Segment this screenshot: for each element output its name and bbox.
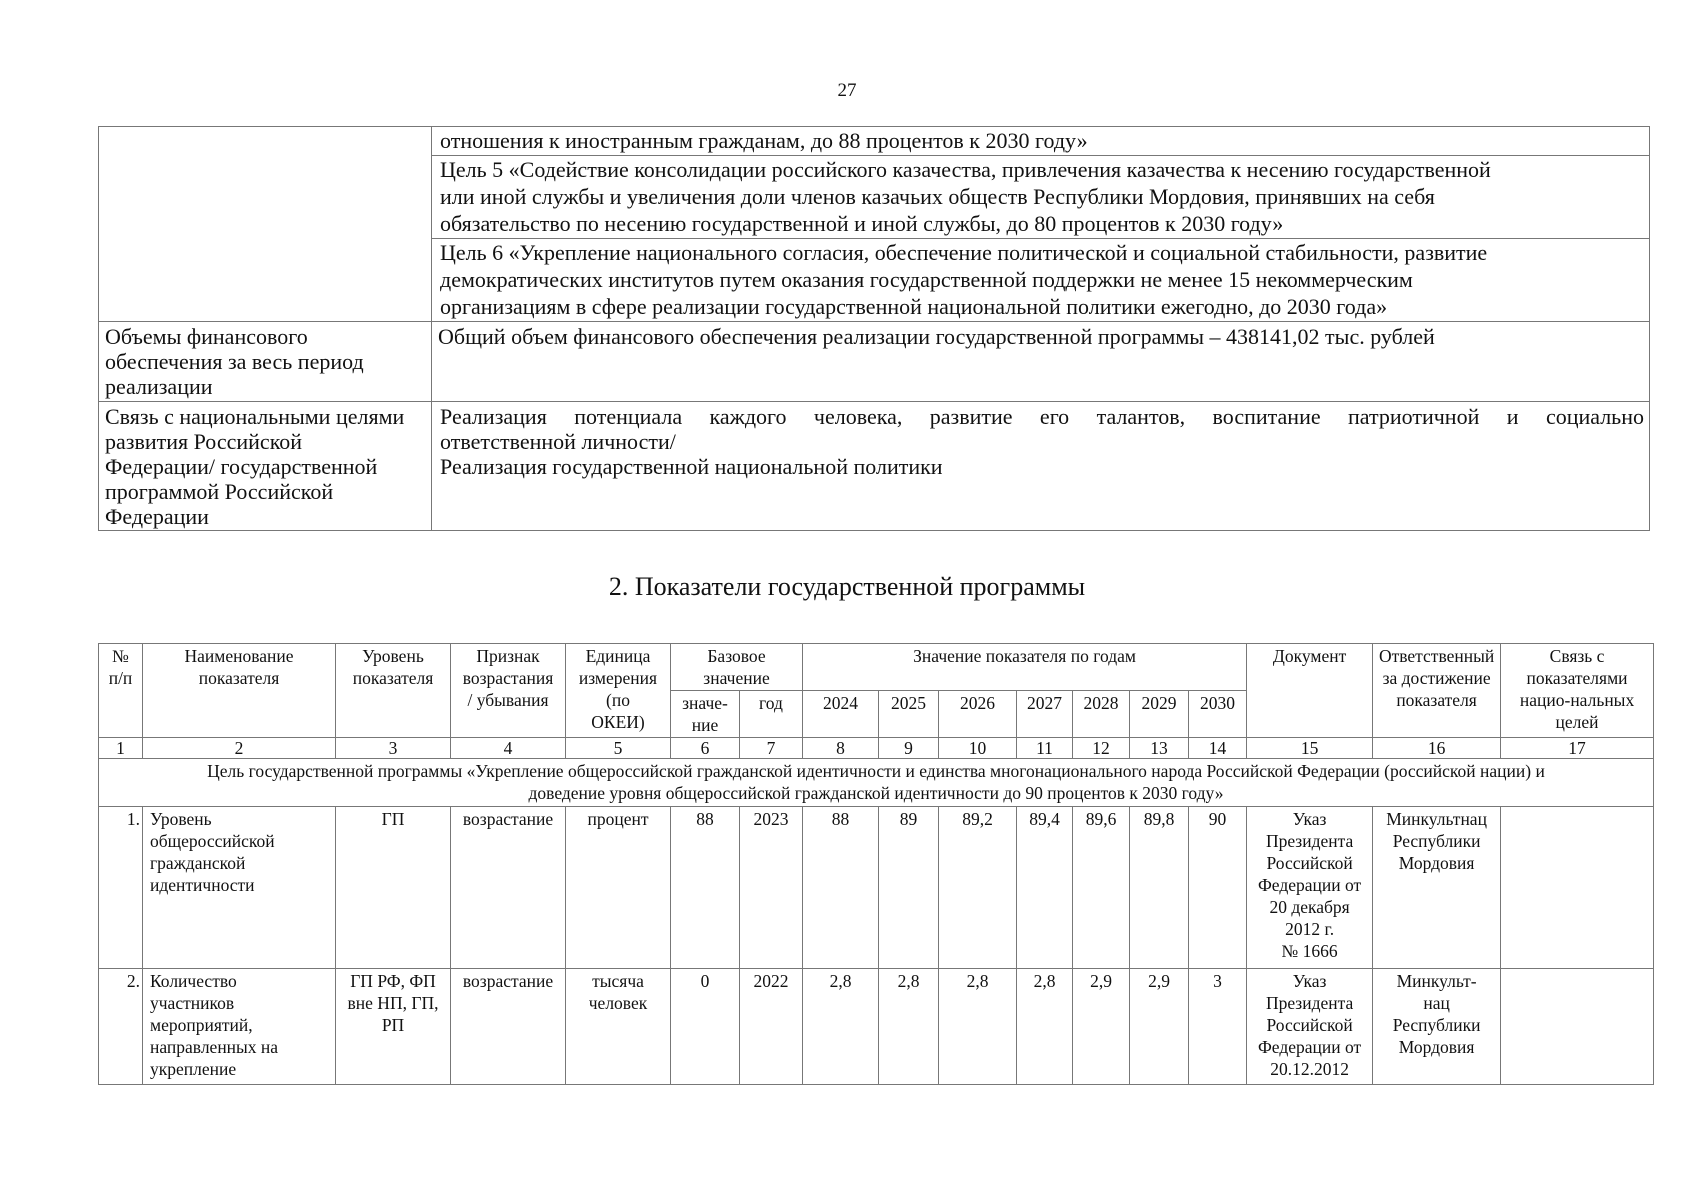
indicator-trend: возрастание	[451, 969, 566, 1085]
year-value: 2,9	[1073, 969, 1130, 1085]
year-value: 89,6	[1073, 807, 1130, 969]
year-value: 2,8	[939, 969, 1017, 1085]
text-line: нац	[1423, 993, 1450, 1013]
column-number: 1	[99, 738, 143, 759]
year-header: 2026	[939, 691, 1017, 738]
indicator-link	[1501, 807, 1654, 969]
text-line: Минкультнац	[1386, 809, 1487, 829]
goal-5-line: Цель 5 «Содействие консолидации российского казачества, привлечения казачества к несению государственной	[440, 157, 1491, 182]
finance-label-line: реализации	[105, 374, 213, 399]
header-text: Наименование	[184, 646, 294, 666]
year-header: 2030	[1189, 691, 1247, 738]
indicator-responsible	[1373, 807, 1501, 969]
national-goals-label-line: развития Российской	[105, 429, 303, 454]
finance-label-line: обеспечения за весь период	[105, 349, 364, 374]
column-number: 14	[1189, 738, 1247, 759]
goal-6	[432, 239, 1649, 321]
header-text: ние	[691, 715, 719, 735]
text-line: вне НП, ГП,	[347, 993, 439, 1013]
national-goals-label-line: Связь с национальными целями	[105, 404, 405, 429]
text-line: Федерации от	[1257, 875, 1362, 895]
national-goals-value	[432, 402, 1650, 531]
text-line: Мордовия	[1398, 853, 1475, 873]
goals-value-cell	[432, 127, 1650, 322]
goal-4-tail: отношения к иностранным гражданам, до 88 процентов к 2030 году»	[432, 127, 1649, 156]
header-text: Признак	[476, 646, 540, 666]
col-base-year-header: год	[740, 691, 803, 738]
header-text: №	[112, 646, 129, 666]
text-line: процент	[587, 809, 649, 829]
indicator-responsible	[1373, 969, 1501, 1085]
header-text: показателями	[1526, 668, 1628, 688]
column-number: 2	[143, 738, 336, 759]
row-number: 1.	[99, 807, 143, 969]
col-link-header	[1501, 644, 1654, 738]
goal-5	[432, 156, 1649, 239]
text-line: человек	[588, 993, 648, 1013]
base-value: 0	[671, 969, 740, 1085]
header-text: за достижение	[1382, 668, 1491, 688]
national-goals-value-line: ответственной личности/	[440, 429, 676, 454]
goals-label-cell	[99, 127, 432, 322]
text-line: ГП	[381, 809, 405, 829]
text-line: участников	[150, 993, 235, 1013]
column-number: 7	[740, 738, 803, 759]
year-value: 2,8	[803, 969, 879, 1085]
text-line: 20.12.2012	[1270, 1059, 1349, 1079]
base-year: 2022	[740, 969, 803, 1085]
col-unit-header	[566, 644, 671, 738]
text-line: Количество	[150, 971, 237, 991]
indicator-unit	[566, 807, 671, 969]
header-text: Единица	[585, 646, 651, 666]
national-goals-row	[99, 402, 1650, 531]
section-title: 2. Показатели государственной программы	[608, 572, 1086, 601]
program-goal-line: доведение уровня общероссийской гражданской идентичности до 90 процентов к 2030 году»	[528, 783, 1224, 803]
national-goals-label-line: Федерации	[105, 504, 209, 529]
table-row	[99, 969, 1654, 1085]
column-number: 15	[1247, 738, 1373, 759]
header-text: целей	[1555, 712, 1599, 732]
column-number: 3	[336, 738, 451, 759]
text-line: Уровень	[150, 809, 212, 829]
base-value: 88	[671, 807, 740, 969]
indicator-name	[143, 807, 336, 969]
national-goals-label-line: программой Российской	[105, 479, 334, 504]
finance-value: Общий объем финансового обеспечения реализации государственной программы – 438141,02 тыс. рублей	[432, 322, 1650, 402]
column-number: 4	[451, 738, 566, 759]
header-text: значение	[703, 668, 770, 688]
header-text: измерения	[578, 668, 658, 688]
indicator-trend: возрастание	[451, 807, 566, 969]
col-document-header: Документ	[1247, 644, 1373, 738]
year-header: 2029	[1130, 691, 1189, 738]
year-value: 2,8	[1017, 969, 1073, 1085]
year-value: 88	[803, 807, 879, 969]
column-number: 12	[1073, 738, 1130, 759]
col-level-header	[336, 644, 451, 738]
header-text: значе-	[682, 693, 728, 713]
column-number: 9	[879, 738, 939, 759]
year-header: 2025	[879, 691, 939, 738]
indicator-link	[1501, 969, 1654, 1085]
goal-5-line: обязательство по несению государственной и иной службы, до 80 процентов к 2030 году»	[440, 211, 1284, 236]
year-value: 89,4	[1017, 807, 1073, 969]
col-values-header: Значение показателя по годам	[803, 644, 1247, 691]
year-value: 2,8	[879, 969, 939, 1085]
year-value: 2,9	[1130, 969, 1189, 1085]
text-line: 20 декабря	[1269, 897, 1350, 917]
text-line: Мордовия	[1398, 1037, 1475, 1057]
column-numbers-row	[99, 738, 1654, 759]
national-goals-label	[99, 402, 432, 531]
text-line: Российской	[1266, 853, 1353, 873]
header-text: Уровень	[362, 646, 424, 666]
goal-6-line: организациям в сфере реализации государственной национальной политики ежегодно, до 2030 года»	[440, 294, 1388, 319]
header-text: Базовое	[707, 646, 766, 666]
text-line: Минкульт-	[1396, 971, 1477, 991]
column-number: 10	[939, 738, 1017, 759]
year-value: 90	[1189, 807, 1247, 969]
year-value: 89,8	[1130, 807, 1189, 969]
header-text: п/п	[108, 668, 133, 688]
col-trend-header	[451, 644, 566, 738]
text-line: укрепление	[150, 1059, 237, 1079]
program-goal-row	[99, 759, 1654, 807]
header-text: возрастания	[462, 668, 554, 688]
text-line: Федерации от	[1257, 1037, 1362, 1057]
header-text: показателя	[352, 668, 434, 688]
page-number: 27	[837, 80, 857, 101]
table-row	[99, 807, 1654, 969]
row-number: 2.	[99, 969, 143, 1085]
goal-6-line: демократических институтов путем оказания государственной поддержки не менее 15 некоммерческим	[440, 267, 1413, 292]
text-line: № 1666	[1281, 941, 1338, 961]
col-name-header	[143, 644, 336, 738]
text-line: Российской	[1266, 1015, 1353, 1035]
text-line: Республики	[1392, 831, 1481, 851]
program-goal-cell	[99, 759, 1654, 807]
indicator-unit	[566, 969, 671, 1085]
text-line: 2012 г.	[1285, 919, 1335, 939]
national-goals-value-line: Реализация государственной национальной политики	[440, 454, 943, 479]
year-value: 89	[879, 807, 939, 969]
indicator-level	[336, 807, 451, 969]
finance-label-line: Объемы финансового	[105, 324, 308, 349]
indicator-document	[1247, 807, 1373, 969]
text-line: ГП РФ, ФП	[350, 971, 436, 991]
text-line: идентичности	[150, 875, 255, 895]
year-value: 89,2	[939, 807, 1017, 969]
base-year: 2023	[740, 807, 803, 969]
column-number: 6	[671, 738, 740, 759]
text-line: Указ	[1292, 971, 1327, 991]
text-line: направленных на	[150, 1037, 279, 1057]
passport-table	[98, 126, 1650, 531]
text-line: мероприятий,	[150, 1015, 253, 1035]
column-number: 8	[803, 738, 879, 759]
column-number: 5	[566, 738, 671, 759]
year-header: 2027	[1017, 691, 1073, 738]
header-text: (по	[606, 690, 630, 710]
text-line: Президента	[1265, 831, 1354, 851]
indicator-name	[143, 969, 336, 1085]
header-text: нацио-нальных	[1519, 690, 1635, 710]
indicator-document	[1247, 969, 1373, 1085]
header-text: показателя	[1396, 690, 1477, 710]
finance-row	[99, 322, 1650, 402]
header-text: ОКЕИ)	[591, 712, 645, 732]
col-base-value-header	[671, 691, 740, 738]
text-line: РП	[381, 1015, 405, 1035]
column-number: 11	[1017, 738, 1073, 759]
text-line: гражданской	[150, 853, 246, 873]
year-header: 2024	[803, 691, 879, 738]
national-goals-value-line: Реализация потенциала каждого человека, развитие его талантов, воспитание патриотичной и социально	[440, 404, 1644, 429]
col-num-header	[99, 644, 143, 738]
col-responsible-header	[1373, 644, 1501, 738]
goal-5-line: или иной службы и увеличения доли членов казачьих обществ Республики Мордовия, принявших на себя	[440, 184, 1435, 209]
header-text: показателя	[198, 668, 280, 688]
text-line: Президента	[1265, 993, 1354, 1013]
year-header: 2028	[1073, 691, 1130, 738]
column-number: 16	[1373, 738, 1501, 759]
header-text: / убывания	[467, 690, 549, 710]
header-row-1	[99, 644, 1654, 691]
program-goal-line: Цель государственной программы «Укрепление общероссийской гражданской идентичности и единства многонационального народа Российской Федерации (российской нации) и	[207, 761, 1545, 781]
header-text: Ответственный	[1378, 646, 1495, 666]
column-number: 13	[1130, 738, 1189, 759]
year-value: 3	[1189, 969, 1247, 1085]
text-line: Республики	[1392, 1015, 1481, 1035]
goal-6-line: Цель 6 «Укрепление национального согласия, обеспечение политической и социальной стабильности, развитие	[440, 240, 1488, 265]
goals-row	[99, 127, 1650, 322]
col-base-header	[671, 644, 803, 691]
finance-label	[99, 322, 432, 402]
national-goals-label-line: Федерации/ государственной	[105, 454, 378, 479]
text-line: Указ	[1292, 809, 1327, 829]
column-number: 17	[1501, 738, 1654, 759]
text-line: тысяча	[592, 971, 644, 991]
header-text: Связь с	[1549, 646, 1605, 666]
text-line: общероссийской	[150, 831, 275, 851]
indicator-level	[336, 969, 451, 1085]
indicators-table	[98, 643, 1654, 1085]
